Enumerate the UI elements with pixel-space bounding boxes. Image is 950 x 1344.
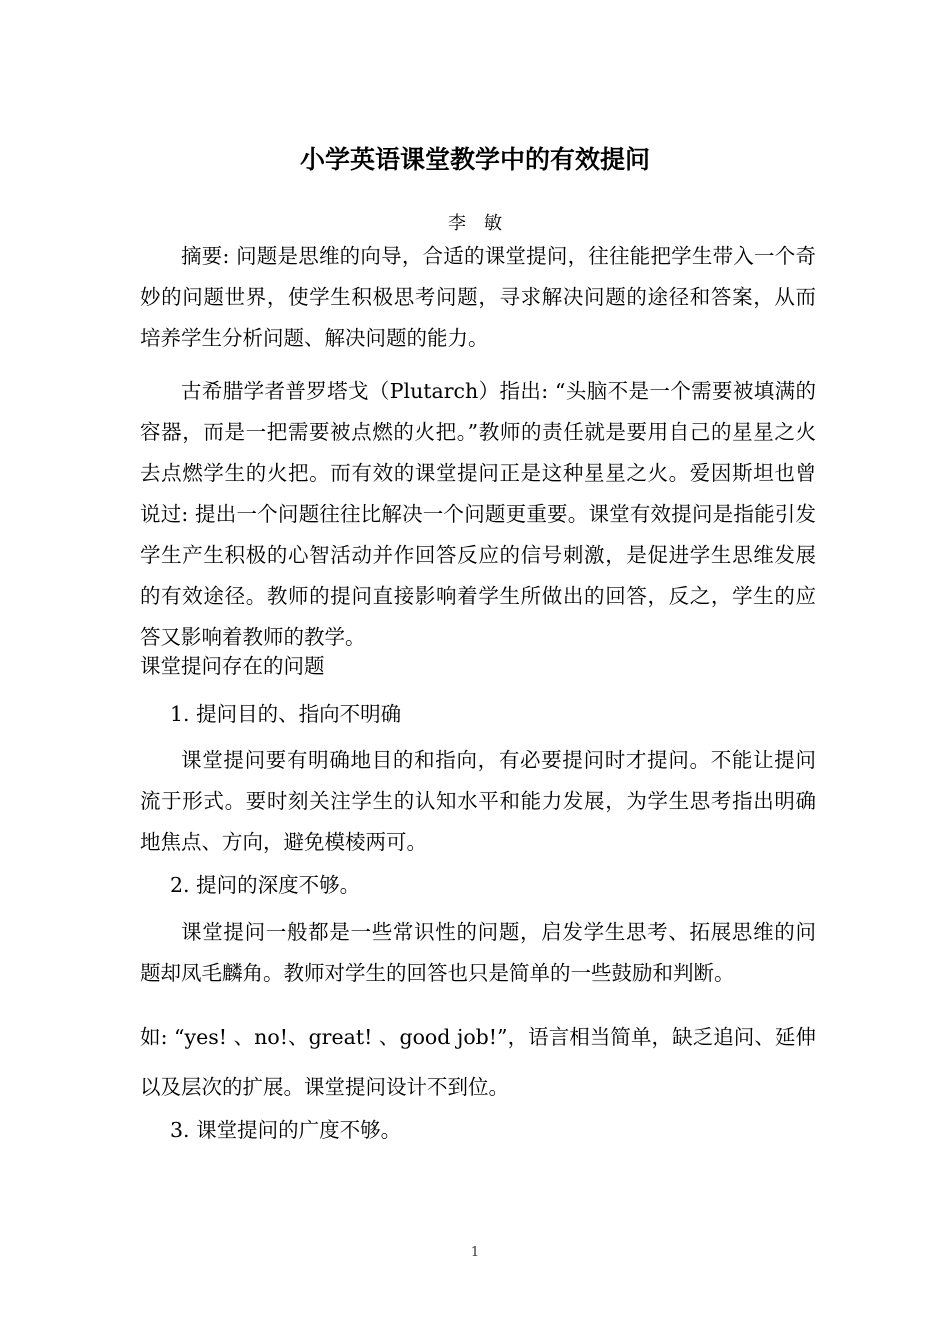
item2-paragraph: 课堂提问一般都是一些常识性的问题，启发学生思考、拓展思维的问题却凤毛麟角。教师对学生的回答也只是简单的一些鼓励和判断。 [140,920,816,985]
item3-heading: 3. 课堂提问的广度不够。 [170,1118,402,1142]
abstract-paragraph: 摘要: 问题是思维的向导，合适的课堂提问，往往能把学生带入一个奇妙的问题世界，使学生积极思考问题，寻求解决问题的途径和答案，从而培养学生分析问题、解决问题的能力。 [140,244,816,350]
page-number: 1 [470,1245,480,1260]
item2-heading: 2. 提问的深度不够。 [170,873,361,897]
author-name: 李敏 [448,213,520,234]
item2-example-paragraph: 如: “yes! 、no!、great! 、good job!”，语言相当简单，缺乏追问、延伸以及层次的扩展。课堂提问设计不到位。 [140,1025,816,1099]
item1-paragraph: 课堂提问要有明确地目的和指向，有必要提问时才提问。不能让提问流于形式。要时刻关注学生的认知水平和能力发展，为学生思考指出明确地焦点、方向，避免模棱两可。 [140,748,816,854]
item1-heading: 1. 提问目的、指向不明确 [170,702,402,726]
section-heading: 课堂提问存在的问题 [140,654,325,678]
page-title: 小学英语课堂教学中的有效提问 [299,145,650,174]
intro-paragraph: 古希腊学者普罗塔戈（Plutarch）指出: “头脑不是一个需要被填满的容器，而是一把需要被点燃的火把。”教师的责任就是要用自己的星星之火去点燃学生的火把。而有效的课堂提问正是这种星星之火。爱因斯坦也曾说过: 提出一个问题往往比解决一个问题更重要。课堂有效提问是指能引发学生产生积极的心智活动并作回答反应的信号刺激，是促进学生思维发展的有效途径。教师的提问直接影响着学生所做出的回答，反之，学生的应答又影响着教师的教学。 [140,379,816,649]
